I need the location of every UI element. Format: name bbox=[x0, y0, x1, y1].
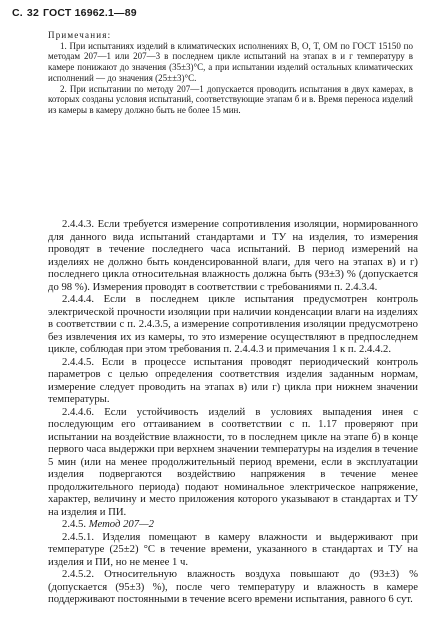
note-item: 1. При испытаниях изделий в климатических исполнениях В, О, Т, ОМ по ГОСТ 15150 по методам 207—1 или 207—3 в последнем цикле испытаний на этапах в и г температуру в камере понижают до значения (35±3)°С, а при испытании изделий остальных климатических исполнений — до значения (25±±3)°С. bbox=[48, 40, 413, 83]
notes-block bbox=[48, 30, 413, 116]
standard-designation: ГОСТ 16962.1—89 bbox=[43, 7, 137, 19]
paragraph: 2.4.5.2. Относительную влажность воздуха повышают до (93±3) % (допускается (95±3) %), после чего температуру и влажность в камере поддерживают постоянными в течение всего времени испытания, равного 6 сут. bbox=[48, 568, 418, 605]
page-prefix: С. bbox=[12, 7, 23, 19]
paragraph: 2.4.4.3. Если требуется измерение сопротивления изоляции, нормированного для данного вида испытаний стандартами и ТУ на изделия, то измерения проводят в течение последнего часа испытаний. В период измерений на изделиях не должно быть конденсированной влаги, для чего на этапах в) и г) последнего цикла относительная влажность должна быть (93±3) % (допускается до 98 %). Измерения проводят в соответствии с требованиями п. 2.4.3.4. bbox=[48, 218, 418, 293]
section-number: 2.4.5. bbox=[62, 518, 87, 530]
page-header bbox=[12, 7, 141, 19]
note-item: 2. При испытании по методу 207—1 допускается проводить испытания в двух камерах, в которых созданы условия испытаний, соответствующие этапам б и в. Время переноса изделий из камеры в камеру должно быть не более 15 мин. bbox=[48, 83, 413, 115]
notes-title: Примечания: bbox=[48, 30, 112, 40]
section-heading bbox=[48, 518, 418, 531]
section-title: Метод 207—2 bbox=[88, 518, 154, 530]
paragraph: 2.4.4.5. Если в процессе испытания проводят периодический контроль параметров с целью определения соответствия изделия заданным нормам, измерение следует проводить на этапах в) или г) цикла при нижнем значении температуры. bbox=[48, 355, 418, 405]
paragraph: 2.4.5.1. Изделия помещают в камеру влажности и выдерживают при температуре (25±2) °С в течение времени, указанного в стандартах и ТУ на изделия и ПИ, но не менее 1 ч. bbox=[48, 530, 418, 568]
paragraph: 2.4.4.4. Если в последнем цикле испытания предусмотрен контроль электрической прочности изоляции при наличии конденсации влаги на изделиях в соответствии с п. 2.4.3.5, а измерение сопротивления изоляции предусмотрено без извлечения их из камеры, то это измерение осуществляют в предпоследнем цикле, соблюдая при этом требования п. 2.4.4.3 и примечания 1 к п. 2.4.4.2. bbox=[48, 293, 418, 355]
paragraph: 2.4.4.6. Если устойчивость изделий в условиях выпадения инея с последующим его оттаиванием в соответствии с п. 1.17 проверяют при испытании на воздействие влажности, то в последнем цикле на этапе б) в конце первого часа выдержки при верхнем значении температуры на изделия в течение 5 мин (или на менее продолжительный период времени, если в эксплуатации изделия подвергаются воздействию напряжения в течение менее продолжительного периода) подают номинальное электрическое напряжение, характер, величину и место приложения которого указывают в стандартах и ТУ на изделия и ПИ. bbox=[48, 405, 418, 518]
page-number: 32 bbox=[26, 7, 39, 19]
document-body bbox=[48, 218, 418, 606]
